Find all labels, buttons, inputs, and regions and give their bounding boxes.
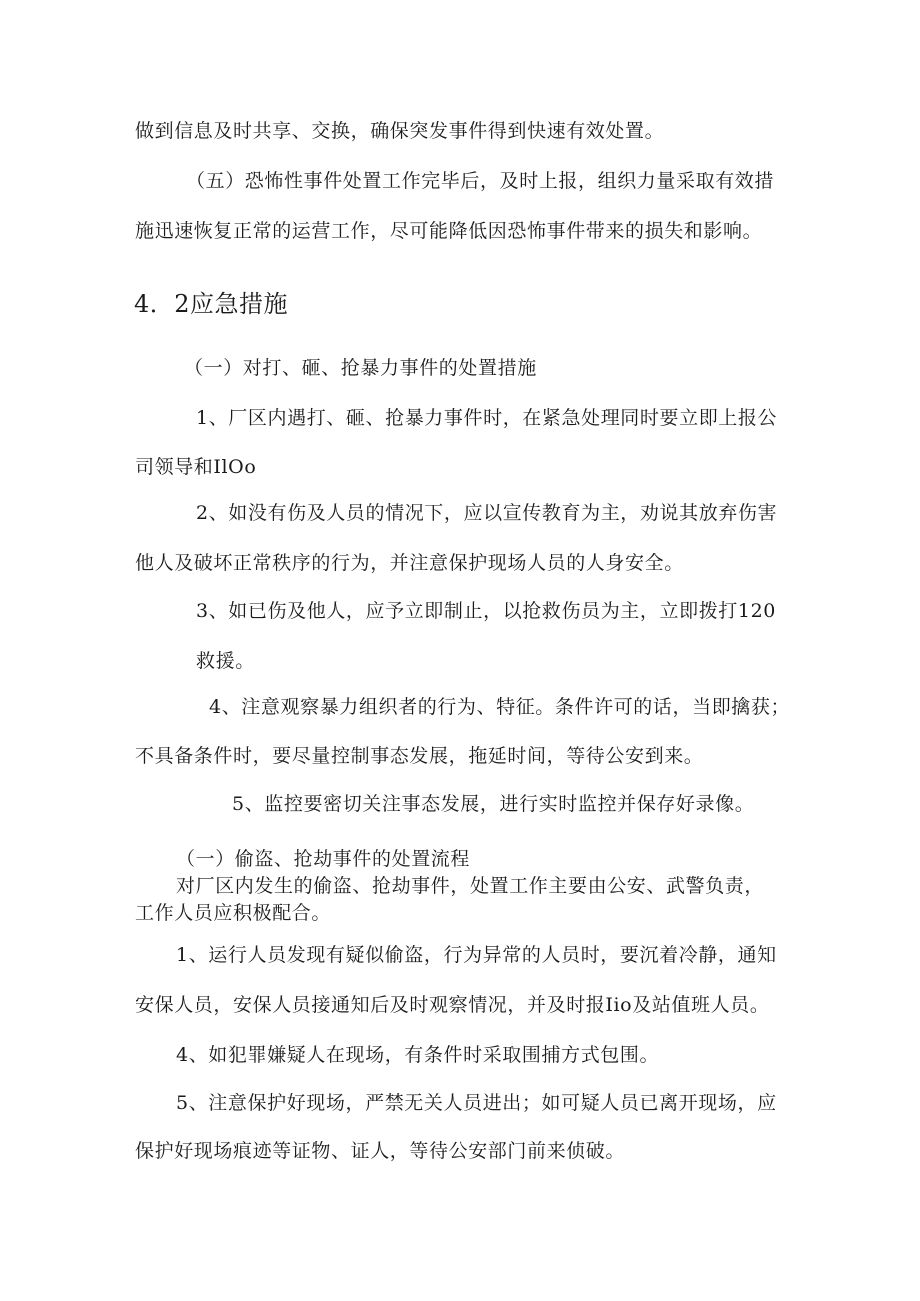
paragraph-line: （五）恐怖性事件处置工作完毕后，及时上报，组织力量采取有效措 xyxy=(186,170,775,192)
subsection-title: （一）偷盗、抢劫事件的处置流程 xyxy=(176,848,471,870)
paragraph-line: 3、如已伤及他人，应予立即制止，以抢救伤员为主，立即拨打120 xyxy=(196,600,776,622)
paragraph-line: 1、运行人员发现有疑似偷盗，行为异常的人员时，要沉着冷静，通知 xyxy=(176,944,777,966)
paragraph-line: 1、厂区内遇打、砸、抢暴力事件时，在紧急处理同时要立即上报公 xyxy=(196,407,778,429)
paragraph-line: 他人及破坏正常秩序的行为，并注意保护现场人员的人身安全。 xyxy=(135,552,684,574)
paragraph-line: 4、注意观察暴力组织者的行为、特征。条件许可的话，当即擒获； xyxy=(209,696,791,718)
paragraph-line: 对厂区内发生的偷盗、抢劫事件，处置工作主要由公安、武警负责， xyxy=(176,875,765,897)
paragraph-line: 施迅速恢复正常的运营工作，尽可能降低因恐怖事件带来的损失和影响。 xyxy=(135,220,763,242)
paragraph-line: 5、监控要密切关注事态发展，进行实时监控并保存好录像。 xyxy=(232,793,755,815)
paragraph-line: 司领导和IlOo xyxy=(135,456,257,478)
paragraph-line: 安保人员，安保人员接通知后及时观察情况，并及时报Iio及站值班人员。 xyxy=(135,994,770,1016)
paragraph-line: 做到信息及时共享、交换，确保突发事件得到快速有效处置。 xyxy=(135,120,665,142)
section-heading: 4．2应急措施 xyxy=(134,290,289,318)
paragraph-line: 5、注意保护好现场，严禁无关人员进出；如可疑人员已离开现场，应 xyxy=(176,1092,777,1114)
paragraph-line: 工作人员应积极配合。 xyxy=(135,902,332,924)
paragraph-line: 不具备条件时，要尽量控制事态发展，拖延时间，等待公安到来。 xyxy=(135,745,704,767)
paragraph-line: 保护好现场痕迹等证物、证人，等待公安部门前来侦破。 xyxy=(135,1140,626,1162)
paragraph-line: 4、如犯罪嫌疑人在现场，有条件时采取围捕方式包围。 xyxy=(176,1044,660,1066)
paragraph-line: 2、如没有伤及人员的情况下，应以宣传教育为主，劝说其放弃伤害 xyxy=(196,502,778,524)
paragraph-line: 救援。 xyxy=(196,650,255,672)
subsection-title: （一）对打、砸、抢暴力事件的处置措施 xyxy=(184,357,537,379)
